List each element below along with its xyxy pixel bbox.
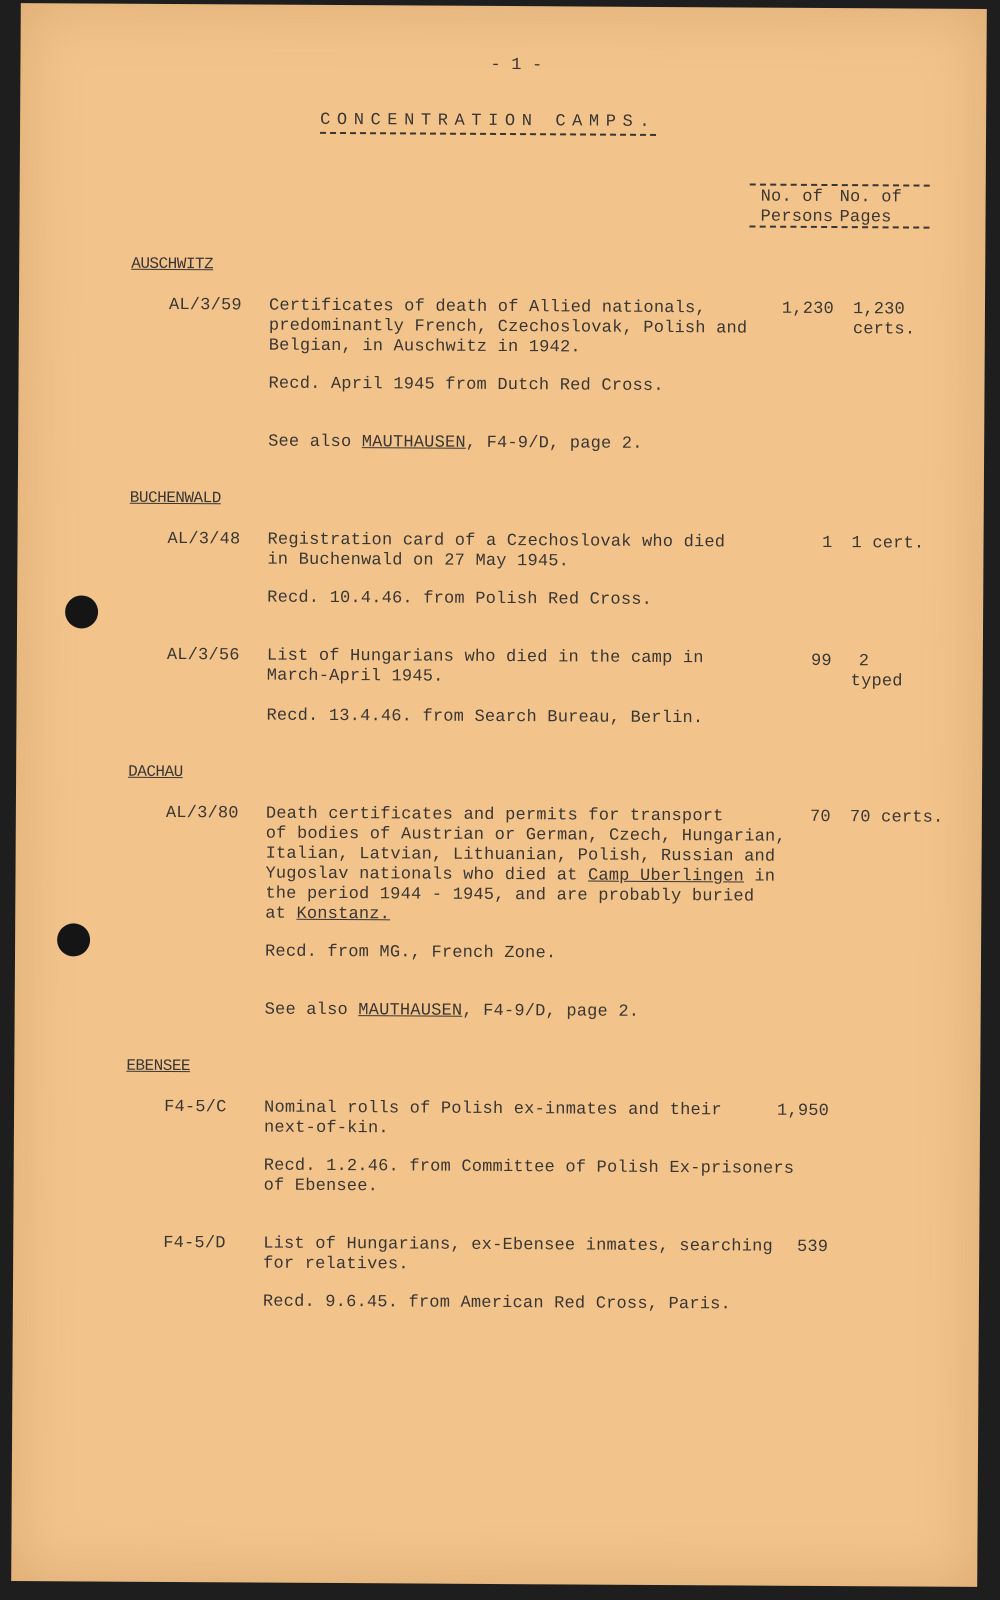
entry-description-line: predominantly French, Czechoslovak, Polish and: [268, 316, 748, 339]
see-also-link: MAUTHAUSEN: [358, 1001, 463, 1021]
reference-number: AL/3/59: [168, 295, 242, 316]
entry-description-line: the period 1944 - 1945, and are probably buried: [265, 884, 755, 907]
entry-description-line: Yugoslav nationals who died at Camp Uberlingen in: [265, 864, 776, 887]
see-also-note: See also MAUTHAUSEN, F4-9/D, page 2.: [268, 432, 643, 454]
received-note: of Ebensee.: [263, 1176, 379, 1197]
entry-description-line: Italian, Latvian, Lithuanian, Polish, Russian and: [265, 844, 776, 867]
received-note: Recd. from MG., French Zone.: [264, 942, 557, 964]
page-title: CONCENTRATION CAMPS.: [320, 111, 656, 136]
reference-number: AL/3/56: [166, 645, 240, 666]
received-note: Recd. April 1945 from Dutch Red Cross.: [268, 374, 664, 396]
see-also-link: MAUTHAUSEN: [361, 433, 466, 453]
punch-hole: [57, 923, 90, 956]
column-header-top-rule: [750, 184, 930, 187]
pages-count: 1 cert.: [851, 534, 925, 554]
section-heading-auschwitz: AUSCHWITZ: [131, 254, 214, 274]
persons-count: 99: [810, 651, 832, 672]
section-heading-buchenwald: BUCHENWALD: [129, 488, 221, 508]
entry-description-line: Nominal rolls of Polish ex-inmates and their: [264, 1098, 722, 1121]
persons-count: 539: [796, 1237, 829, 1258]
entry-description-line: Belgian, in Auschwitz in 1942.: [268, 336, 581, 358]
entry-description-line: next-of-kin.: [263, 1118, 389, 1139]
entry-description-line: in Buchenwald on 27 May 1945.: [267, 550, 570, 572]
reference-number: AL/3/48: [167, 529, 241, 550]
persons-header-line2: Persons: [760, 207, 834, 228]
place-name: Konstanz.: [296, 904, 391, 925]
entry-description-line: Registration card of a Czechoslovak who died: [267, 530, 726, 553]
entry-description-line: of bodies of Austrian or German, Czech, Hungarian,: [265, 824, 786, 847]
see-also-note: See also MAUTHAUSEN, F4-9/D, page 2.: [264, 1000, 640, 1022]
page-number: - 1 -: [490, 55, 543, 76]
section-heading-ebensee: EBENSEE: [126, 1056, 191, 1076]
punch-hole: [65, 595, 98, 628]
entry-description-line: March-April 1945.: [266, 666, 444, 687]
received-note: Recd. 9.6.45. from American Red Cross, Paris.: [262, 1292, 732, 1315]
document-page: [11, 3, 987, 1587]
pages-count: 2: [858, 652, 870, 672]
entry-description-line: Certificates of death of Allied nationals,: [268, 296, 706, 319]
received-note: Recd. 13.4.46. from Search Bureau, Berlin.: [266, 706, 704, 729]
entry-description-line: for relatives.: [263, 1254, 409, 1275]
entry-description-line: Death certificates and permits for transport: [265, 804, 724, 827]
pages-count-unit: certs.: [852, 320, 916, 340]
reference-number: F4-5/C: [164, 1097, 227, 1118]
received-note: Recd. 1.2.46. from Committee of Polish Ex-prisoners: [263, 1156, 795, 1179]
entry-description-line: at Konstanz.: [265, 904, 391, 925]
persons-count: 1,230: [781, 299, 835, 320]
pages-header-line2: Pages: [839, 208, 892, 228]
section-heading-dachau: DACHAU: [128, 762, 183, 782]
entry-description-line: List of Hungarians who died in the camp in: [266, 646, 704, 669]
reference-number: F4-5/D: [163, 1233, 226, 1254]
persons-count: 1,950: [776, 1101, 830, 1122]
received-note: Recd. 10.4.46. from Polish Red Cross.: [267, 588, 653, 610]
camp-name: Camp Uberlingen: [587, 866, 745, 887]
entry-description-line: List of Hungarians, ex-Ebensee inmates, searching: [263, 1234, 773, 1257]
persons-count: 1: [822, 533, 833, 554]
pages-count-unit: typed: [850, 672, 903, 692]
column-header-bottom-rule: [749, 226, 929, 229]
pages-count: 70 certs.: [849, 808, 944, 828]
pages-count: 1,230: [852, 300, 906, 320]
persons-count: 70: [809, 807, 831, 828]
persons-header-line1: No. of: [760, 187, 824, 207]
reference-number: AL/3/80: [165, 803, 239, 824]
pages-header-line1: No. of: [839, 188, 903, 208]
